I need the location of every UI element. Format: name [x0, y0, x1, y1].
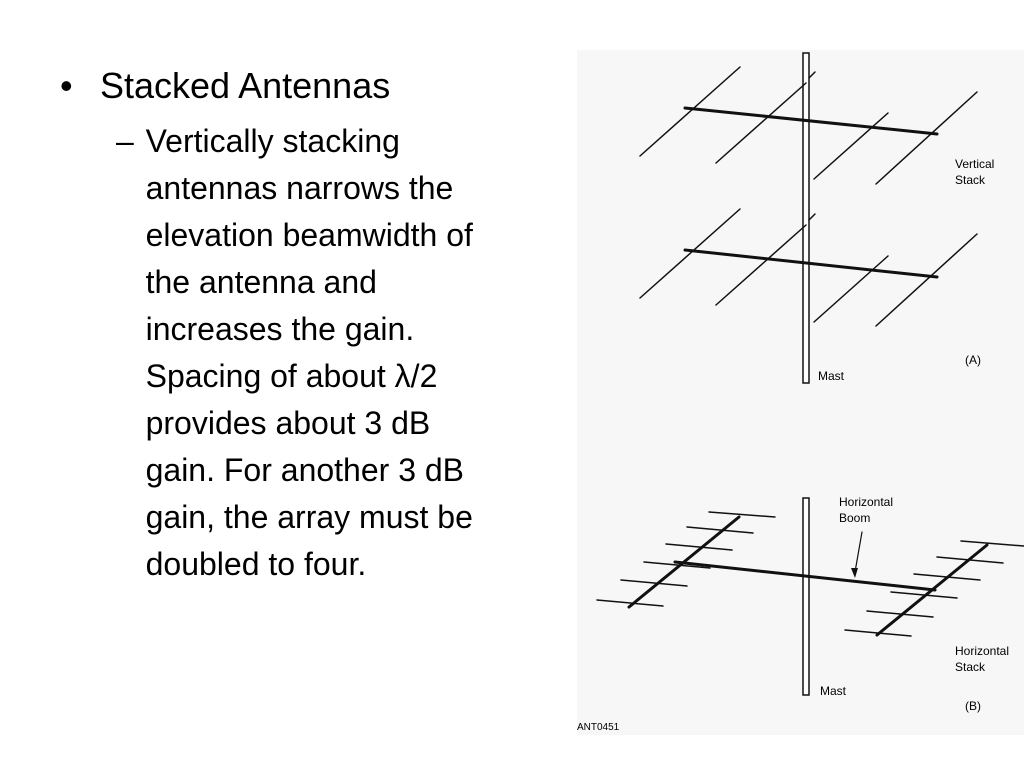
sub-bullet-line: elevation beamwidth of	[145, 217, 473, 253]
bullet-title: Stacked Antennas	[100, 65, 391, 106]
right-antenna-boom	[877, 545, 987, 635]
sub-bullet-line: increases the gain.	[145, 311, 415, 347]
label-vertical-line1: Vertical	[955, 157, 995, 171]
antenna-diagram	[577, 50, 1024, 735]
upper-element-tail	[809, 72, 815, 78]
mast-a	[803, 53, 809, 383]
left-antenna-element	[709, 512, 775, 517]
sub-bullet-line: Vertically stacking	[145, 123, 400, 159]
antenna-stacking-figure	[577, 50, 1024, 735]
label-a: (A)	[965, 353, 981, 367]
boom-pointer-arrowhead	[851, 568, 858, 578]
upper-boom	[685, 108, 937, 134]
label-boom-line2: Boom	[839, 511, 871, 525]
label-horizontal-line1: Horizontal	[955, 644, 1010, 658]
sub-bullet-marker: –	[116, 123, 134, 159]
right-antenna-element	[961, 541, 1024, 546]
sub-bullet-line: gain, the array must be	[145, 499, 473, 535]
vertical-stack-drawing	[640, 53, 977, 383]
label-mast-a: Mast	[818, 369, 845, 383]
bullet-stacked-antennas	[60, 62, 560, 110]
sub-bullet-line: provides about 3 dB	[145, 405, 431, 441]
label-vertical-line2: Stack	[955, 173, 986, 187]
sub-bullet-line: antennas narrows the	[145, 170, 454, 206]
lower-element	[876, 234, 977, 326]
lower-boom	[685, 250, 937, 277]
boom-pointer	[855, 532, 862, 572]
upper-element	[716, 83, 806, 163]
sub-bullet-line: Spacing of about λ/2	[145, 358, 438, 394]
figure-code: ANT0451	[577, 722, 620, 733]
slide-text-block	[60, 62, 560, 588]
sub-bullet-line: the antenna and	[145, 264, 377, 300]
lower-element-tail	[809, 214, 815, 220]
sub-bullet-line: doubled to four.	[145, 546, 367, 582]
lower-element	[716, 225, 806, 305]
mast-b	[803, 498, 809, 695]
sub-bullet-line: gain. For another 3 dB	[145, 452, 465, 488]
sub-bullet-text	[146, 118, 560, 588]
label-b: (B)	[965, 699, 981, 713]
sub-bullet	[116, 118, 560, 588]
label-mast-b: Mast	[820, 684, 847, 698]
label-boom-line1: Horizontal	[839, 495, 894, 509]
label-horizontal-line2: Stack	[955, 660, 986, 674]
bullet-marker: •	[60, 65, 73, 106]
